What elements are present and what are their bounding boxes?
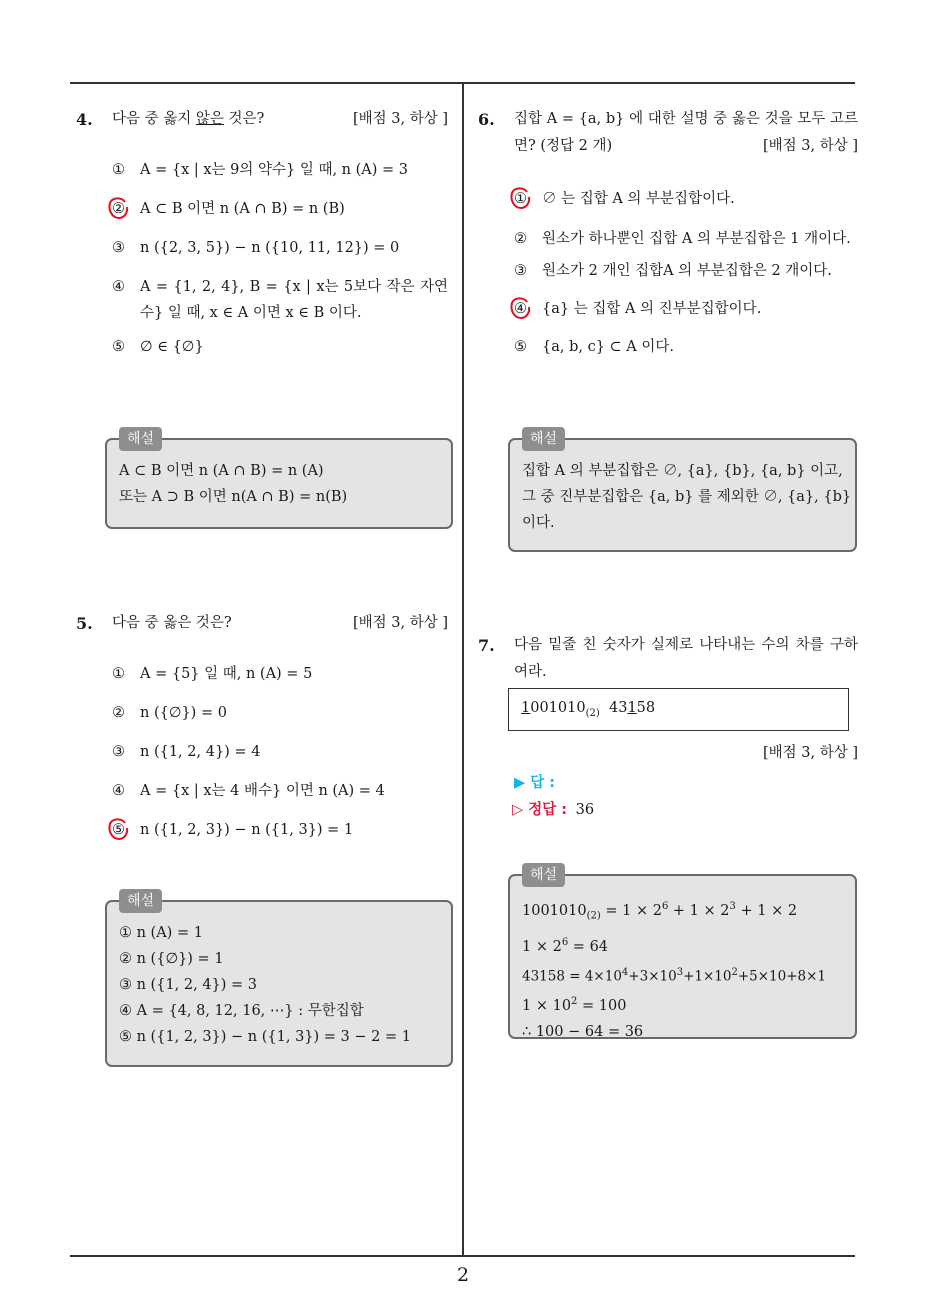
bottom-rule	[70, 1255, 855, 1257]
score-label: [배점 3, 하상 ]	[762, 745, 858, 761]
explanation-box-6	[508, 431, 857, 552]
explanation-tag: 해설	[522, 427, 565, 451]
correct-answer-label: ▷ 정답 :	[512, 802, 568, 818]
answer-input-label[interactable]: ▶ 답 :	[514, 775, 556, 791]
score-label: [배점 3, 하상 ]	[352, 111, 448, 127]
explanation-line: 그 중 진부분집합은 {a, b} 를 제외한 ∅, {a}, {b}	[522, 489, 852, 505]
question-6-header	[478, 106, 858, 160]
option-4[interactable]: ④ A = {1, 2, 4}, B = {x | x는 5보다 작은 자연수} 일 때, x ∈ A 이면 x ∈ B 이다.	[112, 279, 448, 321]
explanation-line: $43158 = 4\times 10^4+3\times 10^3+1\times 10^2+5\times 10+8\times 1$	[522, 966, 827, 985]
score-label: [배점 3, 하상 ]	[762, 138, 858, 154]
question-7-header	[478, 632, 858, 686]
explanation-line: ① n (A) = 1	[119, 925, 203, 941]
explanation-tag: 해설	[522, 863, 565, 887]
option-5[interactable]: ⑤ ∅ ∈ {∅}	[112, 339, 204, 355]
explanation-line: 집합 A 의 부분집합은 ∅, {a}, {b}, {a, b} 이고,	[522, 463, 843, 479]
explanation-line: $1001010_{(2)} = 1 \times 2^6 + 1 \times 2^3 + 1 \times 2$	[522, 901, 798, 922]
explanation-line: 이다.	[522, 515, 555, 531]
question-5-header	[76, 610, 448, 637]
score-label: [배점 3, 하상 ]	[352, 615, 448, 631]
option-4[interactable]: ④ A = {x | x는 4 배수} 이면 n (A) = 4	[112, 783, 385, 799]
explanation-box-4	[105, 431, 453, 529]
explanation-line: 또는 A ⊃ B 이면 n(A ∩ B) = n(B)	[119, 489, 348, 505]
option-1[interactable]: ① ∅ 는 집합 A 의 부분집합이다.	[514, 186, 858, 212]
explanation-tag: 해설	[119, 427, 162, 451]
correct-answer-row	[512, 797, 594, 823]
option-3[interactable]: ③ n ({1, 2, 4}) = 4	[112, 744, 261, 760]
question-text: 다음 밑줄 친 숫자가 실제로 나타내는 수의 차를 구하여라.	[514, 637, 858, 680]
option-4[interactable]: ④ {a} 는 집합 A 의 진부분집합이다.	[514, 296, 858, 322]
option-2[interactable]: ② A ⊂ B 이면 n (A ∩ B) = n (B)	[112, 196, 448, 222]
option-1[interactable]: ① A = {5} 일 때, n (A) = 5	[112, 666, 313, 682]
question-7	[478, 632, 858, 686]
explanation-line: ③ n ({1, 2, 4}) = 3	[119, 977, 258, 993]
explanation-line: $1 \times 10^2 = 100$	[522, 996, 627, 1014]
question-6	[478, 106, 858, 360]
explanation-line: ∴ 100 − 64 = 36	[522, 1023, 644, 1040]
given-numbers-box: $1001010_{(2)}$ 43158	[508, 688, 849, 731]
column-divider	[462, 83, 464, 1257]
option-3[interactable]: ③ n ({2, 3, 5}) − n ({10, 11, 12}) = 0	[112, 240, 400, 256]
explanation-line: ④ A = {4, 8, 12, 16, ⋯} : 무한집합	[119, 1003, 364, 1019]
question-text: 다음 중 옳은 것은?	[112, 615, 232, 631]
question-number: 6.	[478, 110, 495, 129]
question-number: 5.	[76, 614, 93, 633]
option-2[interactable]: ② n ({∅}) = 0	[112, 705, 227, 721]
question-number: 4.	[76, 110, 93, 129]
option-3[interactable]: ③ 원소가 2 개인 집합A 의 부분집합은 2 개이다.	[514, 263, 832, 279]
explanation-box-7	[508, 867, 857, 1040]
option-1[interactable]: ① A = {x | x는 9의 약수} 일 때, n (A) = 3	[112, 162, 408, 178]
explanation-line: $1 \times 2^6 = 64$	[522, 936, 609, 955]
question-number: 7.	[478, 636, 495, 655]
explanation-tag: 해설	[119, 889, 162, 913]
question-4-header	[76, 106, 448, 133]
question-text: 집합 A = {a, b} 에 대한 설명 중 옳은 것을 모두 고르면? (정답 2 개)	[514, 111, 858, 154]
explanation-line: A ⊂ B 이면 n (A ∩ B) = n (A)	[119, 463, 324, 479]
page-number: 2	[456, 1264, 470, 1286]
explanation-line: ② n ({∅}) = 1	[119, 951, 224, 967]
question-5	[76, 610, 448, 843]
option-2[interactable]: ② 원소가 하나뿐인 집합 A 의 부분집합은 1 개이다.	[514, 231, 851, 247]
option-5[interactable]: ⑤ {a, b, c} ⊂ A 이다.	[514, 339, 675, 355]
question-4	[76, 106, 448, 360]
explanation-line: ⑤ n ({1, 2, 3}) − n ({1, 3}) = 3 − 2 = 1	[119, 1029, 411, 1045]
question-text: 다음 중 옳지 않은 것은?	[112, 111, 265, 127]
correct-answer-value: 36	[575, 802, 595, 818]
option-5[interactable]: ⑤ n ({1, 2, 3}) − n ({1, 3}) = 1	[112, 817, 448, 843]
explanation-box-5	[105, 893, 453, 1067]
